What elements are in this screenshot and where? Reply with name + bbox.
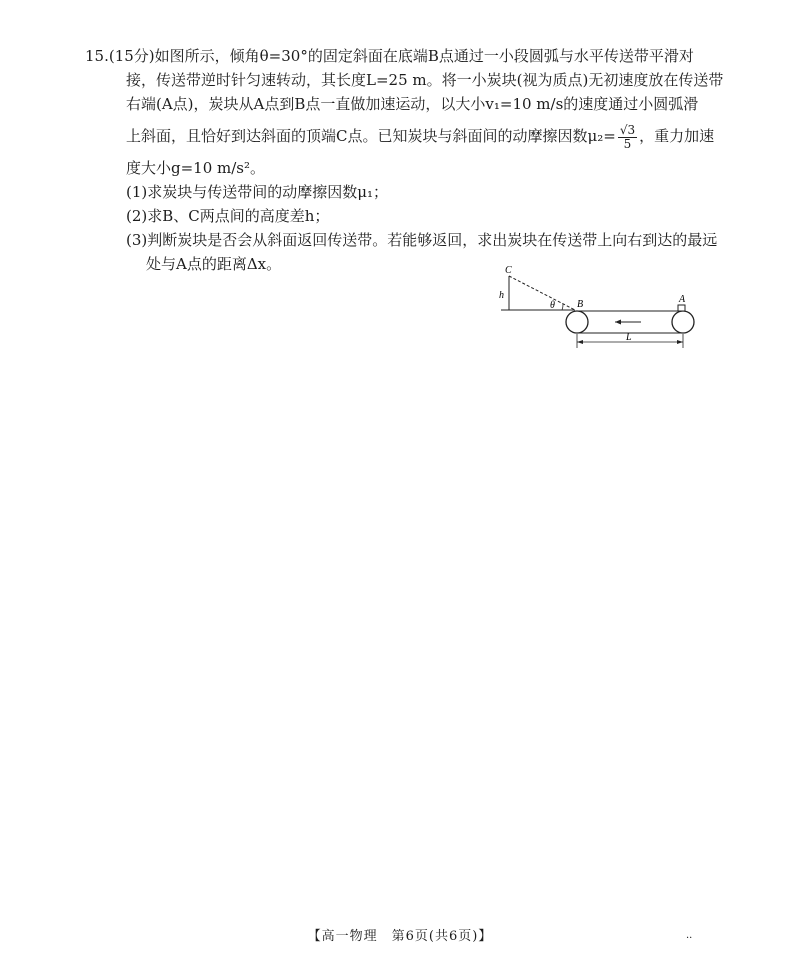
- label-theta: θ: [550, 300, 555, 311]
- incline-line: [509, 276, 575, 310]
- question-3-line-1: (3)判断炭块是否会从斜面返回传送带。若能够返回，求出炭块在传送带上向右到达的最远: [126, 231, 718, 249]
- carbon-block: [678, 305, 685, 311]
- theta-arc: [562, 304, 563, 310]
- belt-arrow-head: [615, 320, 621, 325]
- label-c: C: [505, 265, 512, 276]
- problem-line-4: [100, 116, 715, 156]
- question-2: (2)求B、C两点间的高度差h；: [126, 207, 330, 225]
- question-1: (1)求炭块与传送带间的动摩擦因数μ₁；: [126, 183, 389, 201]
- problem-text-line-4b: ，重力加速: [639, 127, 715, 145]
- incline-conveyor-figure: [495, 262, 700, 352]
- corner-mark: ··: [686, 933, 693, 944]
- problem-15: [85, 44, 724, 276]
- problem-line-1: [85, 44, 700, 68]
- problem-text-line-4a: 上斜面，且恰好到达斜面的顶端C点。已知炭块与斜面间的动摩擦因数μ₂=: [126, 127, 616, 145]
- fraction-mu2: [618, 124, 637, 151]
- right-pulley: [672, 311, 694, 333]
- label-a: A: [679, 294, 686, 305]
- question-3-line-2: 处与A点的距离Δx。: [146, 255, 282, 273]
- figure-svg: [495, 262, 700, 352]
- dim-arrow-left: [577, 340, 583, 344]
- problem-number: 15.: [85, 47, 109, 65]
- left-pulley: [566, 311, 588, 333]
- problem-text-line-1: (15分)如图所示，倾角θ=30°的固定斜面在底端B点通过一小段圆弧与水平传送带平滑对: [108, 47, 694, 65]
- label-l: L: [626, 332, 632, 343]
- page-footer: 【高一物理 第6页(共6页)】: [307, 929, 493, 944]
- label-b: B: [577, 299, 584, 310]
- problem-line-3: 右端(A点)，炭块从A点到B点一直做加速运动，以大小v₁=10 m/s的速度通过小圆弧滑: [126, 95, 699, 113]
- fraction-numerator: √3: [619, 122, 636, 137]
- problem-line-5: 度大小g=10 m/s²。: [126, 159, 266, 177]
- fraction-denominator: 5: [623, 136, 632, 151]
- label-h: h: [499, 290, 504, 301]
- dim-arrow-right: [677, 340, 683, 344]
- problem-line-2: 接，传送带逆时针匀速转动，其长度L=25 m。将一小炭块(视为质点)无初速度放在传送带: [126, 71, 724, 89]
